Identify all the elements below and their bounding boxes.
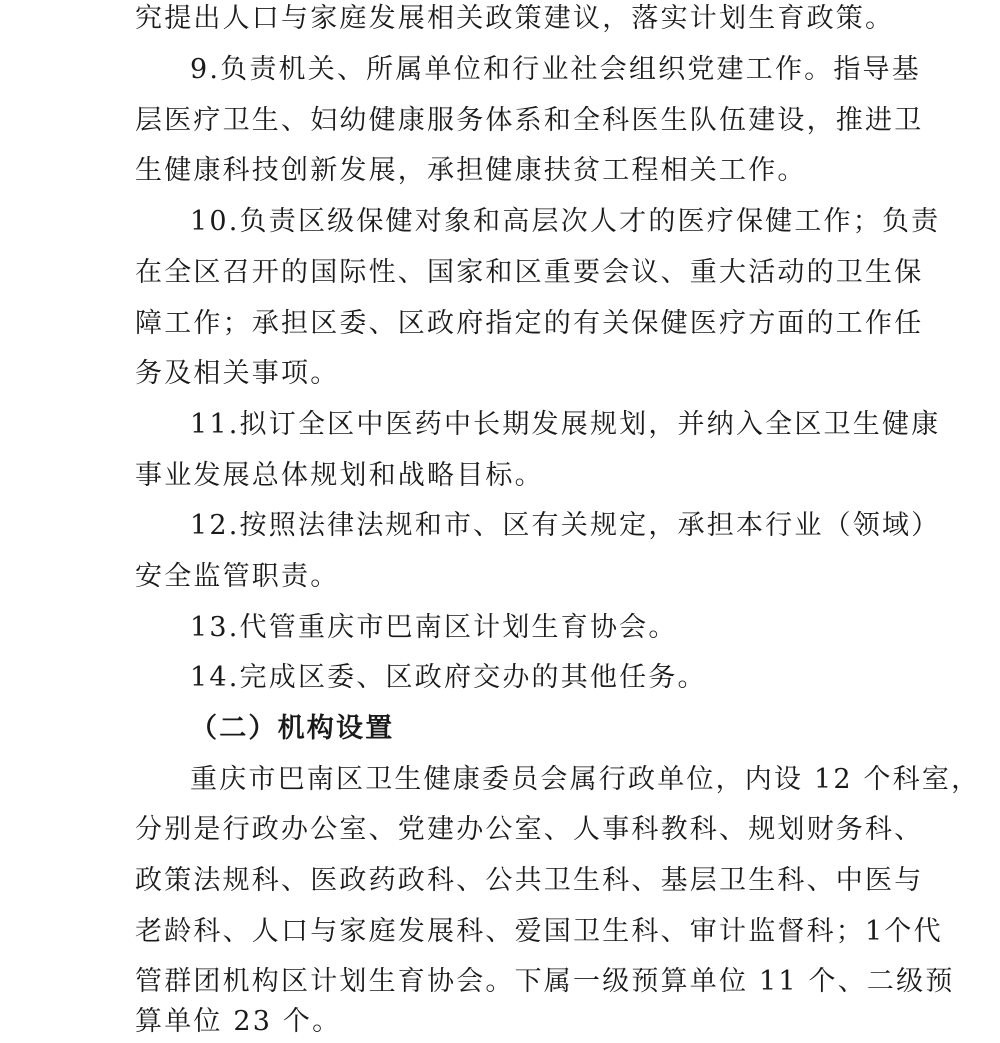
paragraph-start: 重庆市巴南区卫生健康委员会属行政单位，内设 12 个科室， (190, 764, 981, 795)
text-line: 层医疗卫生、妇幼健康服务体系和全科医生队伍建设，推进卫 (135, 105, 924, 136)
section-heading: （二）机构设置 (190, 713, 395, 744)
text-line: 障工作；承担区委、区政府指定的有关保健医疗方面的工作任 (135, 308, 924, 339)
text-line: 算单位 23 个。 (135, 1006, 342, 1037)
list-item-10: 10.负责区级保健对象和高层次人才的医疗保健工作；负责 (190, 206, 941, 237)
text-line: 在全区召开的国际性、国家和区重要会议、重大活动的卫生保 (135, 257, 924, 288)
text-line: 务及相关事项。 (135, 358, 340, 389)
list-item-12: 12.按照法律法规和市、区有关规定，承担本行业（领域） (190, 510, 941, 541)
text-line: 安全监管职责。 (135, 561, 340, 592)
list-item-9: 9.负责机关、所属单位和行业社会组织党建工作。指导基 (190, 54, 921, 85)
text-line: 分别是行政办公室、党建办公室、人事科教科、规划财务科、 (135, 814, 924, 845)
list-item-14: 14.完成区委、区政府交办的其他任务。 (190, 662, 707, 693)
text-line: 生健康科技创新发展，承担健康扶贫工程相关工作。 (135, 155, 807, 186)
text-line: 老龄科、人口与家庭发展科、爱国卫生科、审计监督科；1个代 (135, 916, 943, 947)
text-line: 管群团机构区计划生育协会。下属一级预算单位 11 个、二级预 (135, 966, 955, 997)
text-line: 事业发展总体规划和战略目标。 (135, 460, 544, 491)
list-item-11: 11.拟订全区中医药中长期发展规划，并纳入全区卫生健康 (190, 409, 941, 440)
text-line: 政策法规科、医政药政科、公共卫生科、基层卫生科、中医与 (135, 865, 924, 896)
list-item-13: 13.代管重庆市巴南区计划生育协会。 (190, 612, 678, 643)
text-line: 究提出人口与家庭发展相关政策建议，落实计划生育政策。 (135, 3, 895, 34)
